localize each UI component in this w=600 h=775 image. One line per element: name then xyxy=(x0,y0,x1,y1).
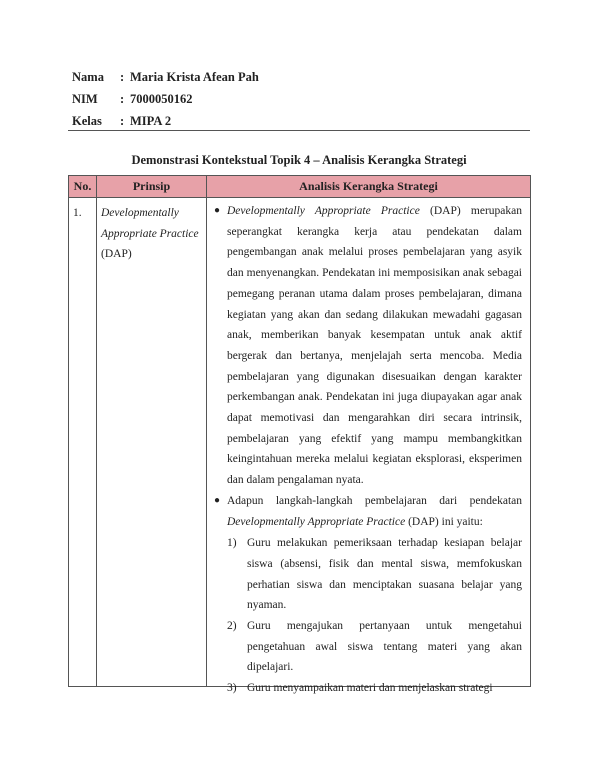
bullet-text xyxy=(227,201,530,491)
header-principle: Prinsip xyxy=(97,176,207,198)
strategy-table xyxy=(68,175,531,695)
class-separator: : xyxy=(120,114,125,128)
document-title: Demonstrasi Kontekstual Topik 4 – Analisis Kerangka Strategi xyxy=(131,153,467,167)
principle-abbreviation: (DAP) xyxy=(101,248,132,260)
analysis-bullet xyxy=(207,491,530,699)
list-item xyxy=(227,678,522,699)
class-row xyxy=(72,110,259,132)
bullet-marker: ● xyxy=(213,494,221,506)
header-analysis: Analisis Kerangka Strategi xyxy=(207,176,531,198)
header-no: No. xyxy=(69,176,97,198)
nim-value: 7000050162 xyxy=(130,92,193,106)
class-label: Kelas xyxy=(72,114,102,128)
steps-intro: Adapun langkah-langkah pembelajaran dari pendekatan xyxy=(227,494,522,507)
student-info xyxy=(72,66,259,132)
bullet-text xyxy=(227,491,530,699)
step-text: Guru mengajukan pertanyaan untuk mengetahui pengetahuan awal siswa tentang materi yang akan dipelajari. xyxy=(247,620,522,674)
step-number: 3) xyxy=(227,682,237,695)
name-value: Maria Krista Afean Pah xyxy=(130,70,259,84)
dap-description: (DAP) merupakan seperangkat kerangka kerja atau pendekatan dalam pengembangan anak melalui proses pembelajaran yang asyik dan menyenangkan. Pendekatan ini memposisikan anak sebagai pemegang peranan utama dalam proses pembelajaran, dimana kegiatan yang akan dan sedang dilakukan mewadahi gagasan anak, memberikan banyak kesempatan untuk anak aktif bergerak dan bertanya, menjelajah serta mencoba. Media pembelajaran yang digunakan disesuaikan dengan karakter perkembangan anak. Pendekatan ini juga diupayakan agar anak dapat memotivasi dan mengarahkan diri secara intrinsik, pembelajaran yang efektif yang mampu membangkitkan keingintahuan mereka melalui kegiatan eksplorasi, eksperimen dan dalam pengalaman nyata. xyxy=(227,205,522,487)
principle-name: Developmentally Appropriate Practice xyxy=(101,207,199,240)
name-separator: : xyxy=(120,70,125,84)
bullet-marker: ● xyxy=(213,205,221,216)
name-row xyxy=(72,66,259,88)
steps-list xyxy=(227,533,522,699)
dap-term: Developmentally Appropriate Practice xyxy=(227,205,420,217)
step-text: Guru menyampaikan materi dan menjelaskan strategi xyxy=(247,682,493,695)
list-item xyxy=(227,533,522,616)
analysis-bullet xyxy=(207,201,530,491)
row-number: 1. xyxy=(69,198,97,687)
step-number: 1) xyxy=(227,537,237,550)
nim-row xyxy=(72,88,259,110)
list-item xyxy=(227,616,522,678)
nim-label: NIM xyxy=(72,92,98,106)
name-label: Nama xyxy=(72,70,104,84)
header-divider xyxy=(68,130,530,131)
principle-cell xyxy=(97,198,207,687)
analysis-cell xyxy=(207,198,531,695)
class-value: MIPA 2 xyxy=(130,114,172,128)
nim-separator: : xyxy=(120,92,125,106)
table-header-row xyxy=(69,176,531,198)
step-text: Guru melakukan pemeriksaan terhadap kesiapan belajar siswa (absensi, fisik dan mental siswa, memfokuskan perhatian siswa dan menciptakan suasana belajar yang nyaman. xyxy=(247,537,522,612)
step-number: 2) xyxy=(227,620,237,633)
dap-term: Developmentally Appropriate Practice xyxy=(227,515,406,528)
table-row xyxy=(69,198,531,687)
steps-intro-end: (DAP) ini yaitu: xyxy=(405,515,483,528)
